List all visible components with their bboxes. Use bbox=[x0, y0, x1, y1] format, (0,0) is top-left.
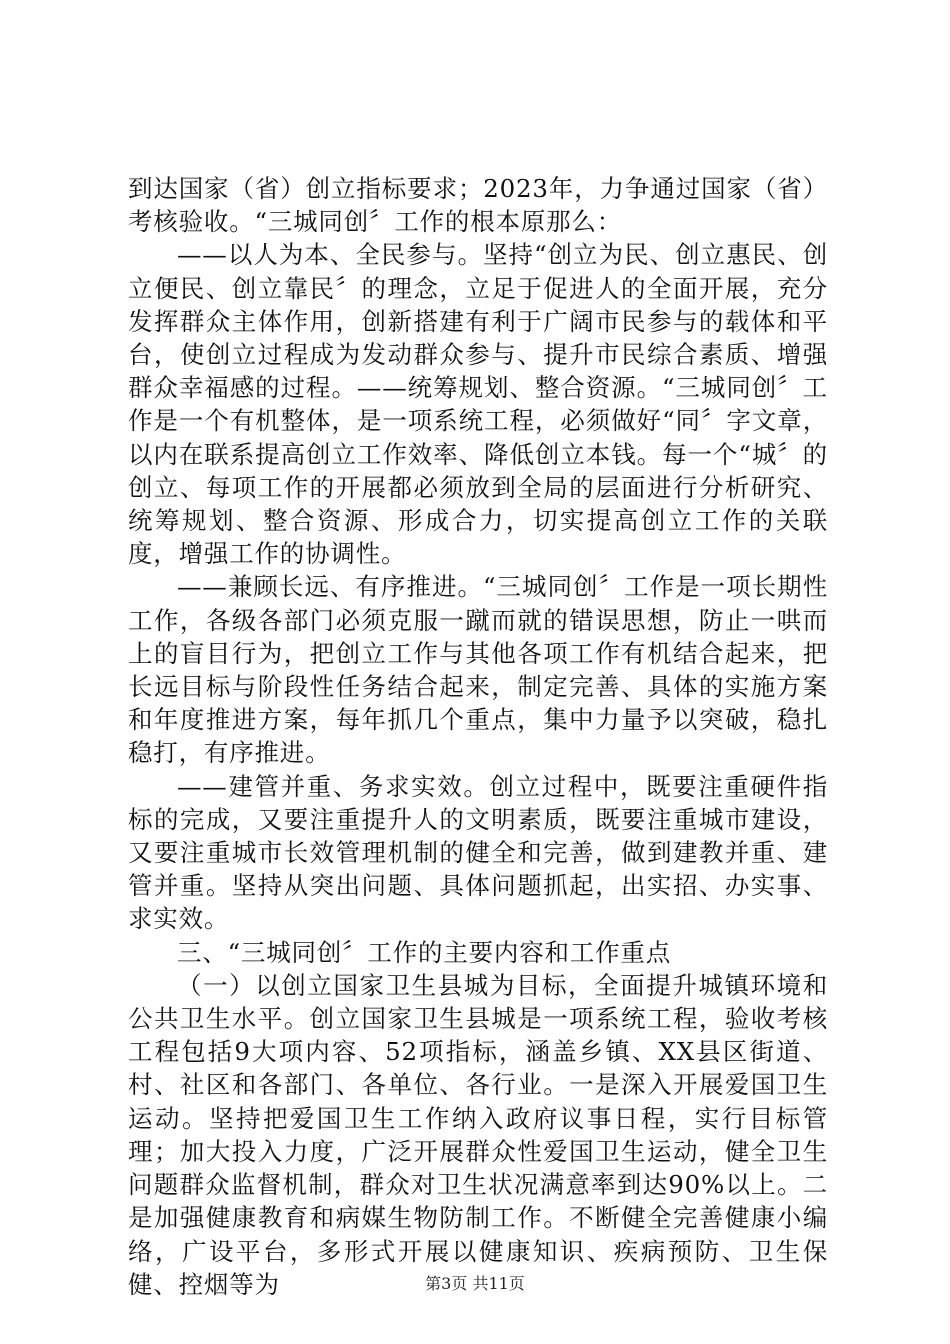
page-number-footer: 第3页 共11页 bbox=[425, 1274, 525, 1293]
paragraph: ——兼顾长远、有序推进。“三城同创〞工作是一项长期性工作，各级各部门必须克服一蹴而就的错误思想，防止一哄而上的盲目行为，把创立工作与其他各项工作有机结合起来，把长远目标与阶段性任务结合起来，制定完善、具体的实施方案和年度推进方案，每年抓几个重点，集中力量予以突破，稳扎稳打，有序推进。 bbox=[128, 572, 828, 768]
paragraph: ——建管并重、务求实效。创立过程中，既要注重硬件指标的完成，又要注重提升人的文明素质，既要注重城市建设，又要注重城市长效管理机制的健全和完善，做到建教并重、建管并重。坚持从突出问题、具体问题抓起，出实招、办实事、求实效。 bbox=[128, 771, 828, 934]
document-body bbox=[128, 172, 828, 1301]
paragraph: ——以人为本、全民参与。坚持“创立为民、创立惠民、创立便民、创立靠民〞的理念，立足于促进人的全面开展，充分发挥群众主体作用，创新搭建有利于广阔市民参与的载体和平台，使创立过程成为发动群众参与、提升市民综合素质、增强群众幸福感的过程。——统筹规划、整合资源。“三城同创〞工作是一个有机整体，是一项系统工程，必须做好“同〞字文章，以内在联系提高创立工作效率、降低创立本钱。每一个“城〞的创立、每项工作的开展都必须放到全局的层面进行分析研究、统筹规划、整合资源、形成合力，切实提高创立工作的关联度，增强工作的协调性。 bbox=[128, 240, 828, 569]
paragraph: （一）以创立国家卫生县城为目标，全面提升城镇环境和公共卫生水平。创立国家卫生县城是一项系统工程，验收考核工程包括9大项内容、52项指标，涵盖乡镇、XX县区街道、村、社区和各部门、各单位、各行业。一是深入开展爱国卫生运动。坚持把爱国卫生工作纳入政府议事日程，实行目标管理；加大投入力度，广泛开展群众性爱国卫生运动，健全卫生问题群众监督机制，群众对卫生状况满意率到达90%以上。二是加强健康教育和病媒生物防制工作。不断健全完善健康小编络，广设平台，多形式开展以健康知识、疾病预防、卫生保健、控烟等为 bbox=[128, 970, 828, 1299]
section-heading: 三、“三城同创〞工作的主要内容和工作重点 bbox=[177, 937, 672, 967]
paragraph: 到达国家（省）创立指标要求；2023年，力争通过国家（省）考核验收。“三城同创〞工作的根本原那么： bbox=[128, 174, 828, 237]
